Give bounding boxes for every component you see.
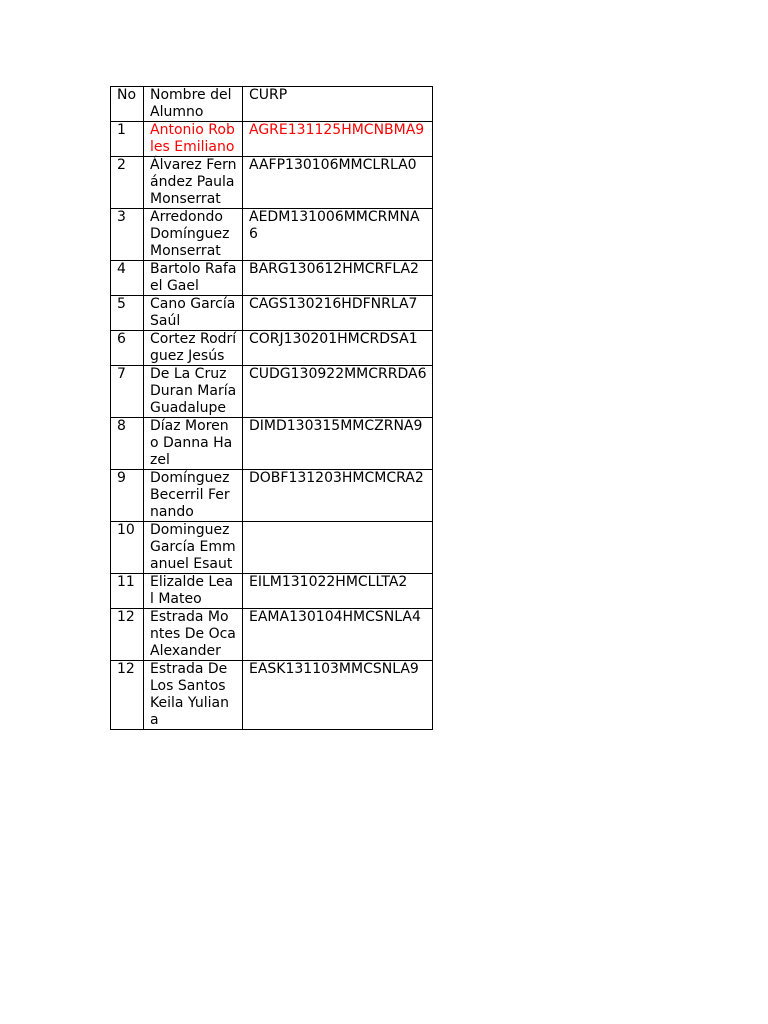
row-number: 1 [111,122,144,157]
student-curp: AEDM131006MMCRMNA6 [243,209,433,261]
student-curp: BARG130612HMCRFLA2 [243,261,433,296]
student-name: Estrada De Los Santos Keila Yuliana [144,661,243,730]
student-name: Cortez Rodríguez Jesús [144,331,243,366]
student-curp: AAFP130106MMCLRLA0 [243,157,433,209]
table-row [111,331,433,366]
student-name: De La Cruz Duran María Guadalupe [144,366,243,418]
table-row [111,261,433,296]
student-curp: AGRE131125HMCNBMA9 [243,122,433,157]
student-curp: CUDG130922MMCRRDA6 [243,366,433,418]
student-curp [243,522,433,574]
row-number: 3 [111,209,144,261]
student-name: Bartolo Rafael Gael [144,261,243,296]
student-name: Arredondo Domínguez Monserrat [144,209,243,261]
student-table [110,86,433,730]
table-header-row [111,87,433,122]
row-number: 7 [111,366,144,418]
table-row [111,157,433,209]
student-name: Domínguez Becerril Fernando [144,470,243,522]
row-number: 5 [111,296,144,331]
header-no: No [111,87,144,122]
table-row [111,296,433,331]
table-row [111,522,433,574]
student-curp: DIMD130315MMCZRNA9 [243,418,433,470]
student-curp: EILM131022HMCLLTA2 [243,574,433,609]
table-row [111,122,433,157]
table-row [111,574,433,609]
student-curp: EASK131103MMCSNLA9 [243,661,433,730]
student-name: Antonio Robles Emiliano [144,122,243,157]
table-row [111,209,433,261]
row-number: 12 [111,609,144,661]
table-row [111,609,433,661]
student-name: Cano García Saúl [144,296,243,331]
student-curp: CORJ130201HMCRDSA1 [243,331,433,366]
student-name: Álvarez Fernández Paula Monserrat [144,157,243,209]
table-row [111,661,433,730]
table-row [111,418,433,470]
student-table-body [111,87,433,730]
row-number: 9 [111,470,144,522]
student-name: Elizalde Leal Mateo [144,574,243,609]
row-number: 12 [111,661,144,730]
row-number: 6 [111,331,144,366]
row-number: 4 [111,261,144,296]
row-number: 8 [111,418,144,470]
student-name: Estrada Montes De Oca Alexander [144,609,243,661]
table-row [111,366,433,418]
table-row [111,470,433,522]
student-name: Díaz Moreno Danna Hazel [144,418,243,470]
student-curp: EAMA130104HMCSNLA4 [243,609,433,661]
header-name: Nombre del Alumno [144,87,243,122]
header-curp: CURP [243,87,433,122]
row-number: 10 [111,522,144,574]
student-curp: DOBF131203HMCMCRA2 [243,470,433,522]
row-number: 2 [111,157,144,209]
student-curp: CAGS130216HDFNRLA7 [243,296,433,331]
student-name: Dominguez García Emmanuel Esaut [144,522,243,574]
row-number: 11 [111,574,144,609]
